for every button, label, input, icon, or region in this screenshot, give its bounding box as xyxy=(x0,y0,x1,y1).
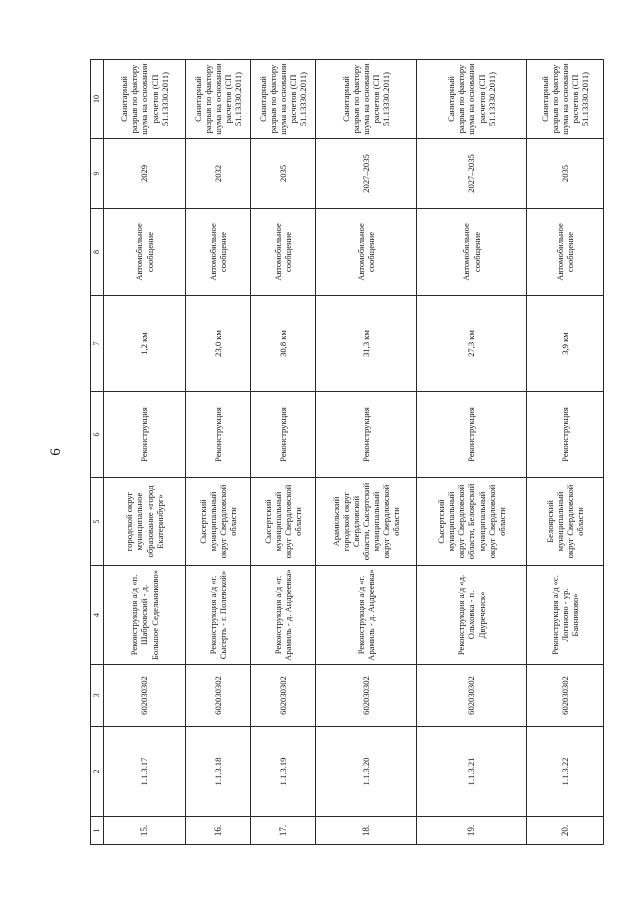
page-number: 6 xyxy=(48,448,64,456)
row-length: 23,0 км xyxy=(186,296,251,392)
header-cell: 10 xyxy=(91,60,104,139)
row-number: 16. xyxy=(186,817,251,845)
row-code: 1.1.3.19 xyxy=(251,727,316,817)
header-cell: 2 xyxy=(91,727,104,817)
row-kbk: 602030302 xyxy=(251,665,316,727)
header-cell: 7 xyxy=(91,296,104,392)
row-year: 2035 xyxy=(251,139,316,209)
row-number: 19. xyxy=(417,817,527,845)
row-note: Санитарный разрыв по фактору шума на основании расчетов (СП 51.13330.2011) xyxy=(251,60,316,139)
row-number: 17. xyxy=(251,817,316,845)
row-kbk: 602030302 xyxy=(417,665,527,727)
row-purpose: Автомобильное сообщение xyxy=(251,209,316,296)
table-row xyxy=(417,60,527,845)
row-length: 27,3 км xyxy=(417,296,527,392)
table-frame xyxy=(90,60,640,837)
row-code: 1.1.3.18 xyxy=(186,727,251,817)
table-row xyxy=(251,60,316,845)
row-number: 18. xyxy=(316,817,417,845)
row-year: 2029 xyxy=(104,139,186,209)
row-length: 30,8 км xyxy=(251,296,316,392)
row-code: 1.1.3.20 xyxy=(316,727,417,817)
row-year: 2032 xyxy=(186,139,251,209)
row-name: Реконструкция а/д «г. Арамиль - д. Андреевка» xyxy=(316,566,417,665)
row-note: Санитарный разрыв по фактору шума на основании расчетов (СП 51.13330.2011) xyxy=(417,60,527,139)
row-type: Реконструкция xyxy=(186,392,251,478)
row-year: 2035 xyxy=(527,139,604,209)
row-kbk: 602030302 xyxy=(316,665,417,727)
row-name: Реконструкция а/д «г. Сысерть - г. Полевской» xyxy=(186,566,251,665)
row-purpose: Автомобильное сообщение xyxy=(417,209,527,296)
row-kbk: 602030302 xyxy=(104,665,186,727)
row-name: Реконструкция а/д «г. Арамиль - д. Андреевка» xyxy=(251,566,316,665)
header-cell: 1 xyxy=(91,817,104,845)
row-territory: Арамильский городской округ Свердловской области, Сысертский муниципальный округ Свердловской области xyxy=(316,478,417,566)
projects-table xyxy=(90,59,604,845)
header-cell: 3 xyxy=(91,665,104,727)
row-type: Реконструкция xyxy=(104,392,186,478)
row-code: 1.1.3.17 xyxy=(104,727,186,817)
row-kbk: 602030302 xyxy=(527,665,604,727)
row-year: 2027–2035 xyxy=(417,139,527,209)
row-territory: Сысертский муниципальный округ Свердловской области xyxy=(251,478,316,566)
rotated-sheet xyxy=(90,60,602,845)
table-row xyxy=(527,60,604,845)
row-type: Реконструкция xyxy=(417,392,527,478)
row-territory: городской округ муниципальное образование «город Екатеринбург» xyxy=(104,478,186,566)
row-code: 1.1.3.21 xyxy=(417,727,527,817)
row-name: Реконструкция а/д «с. Логиново - ур. Банниково» xyxy=(527,566,604,665)
header-cell: 6 xyxy=(91,392,104,478)
row-length: 31,3 км xyxy=(316,296,417,392)
header-cell: 9 xyxy=(91,139,104,209)
row-name: Реконструкция а/д «д. Ольховка - п. Двуреченск» xyxy=(417,566,527,665)
row-number: 20. xyxy=(527,817,604,845)
row-note: Санитарный разрыв по фактору шума на основании расчетов (СП 51.13330.2011) xyxy=(316,60,417,139)
table-row xyxy=(186,60,251,845)
row-note: Санитарный разрыв по фактору шума на основании расчетов (СП 51.13330.2011) xyxy=(186,60,251,139)
header-cell: 4 xyxy=(91,566,104,665)
row-purpose: Автомобильное сообщение xyxy=(186,209,251,296)
row-length: 1,2 км xyxy=(104,296,186,392)
row-note: Санитарный разрыв по фактору шума на основании расчетов (СП 51.13330.2011) xyxy=(527,60,604,139)
header-row xyxy=(91,60,104,845)
row-purpose: Автомобильное сообщение xyxy=(316,209,417,296)
row-code: 1.1.3.22 xyxy=(527,727,604,817)
row-kbk: 602030302 xyxy=(186,665,251,727)
header-cell: 8 xyxy=(91,209,104,296)
row-name: Реконструкция а/д «п. Шабровский - д. Большое Седельниково» xyxy=(104,566,186,665)
row-type: Реконструкция xyxy=(316,392,417,478)
row-territory: Сысертский муниципальный округ Свердловской области xyxy=(186,478,251,566)
row-number: 15. xyxy=(104,817,186,845)
row-purpose: Автомобильное сообщение xyxy=(527,209,604,296)
row-year: 2027–2035 xyxy=(316,139,417,209)
table-row xyxy=(104,60,186,845)
table-row xyxy=(316,60,417,845)
row-type: Реконструкция xyxy=(251,392,316,478)
header-cell: 5 xyxy=(91,478,104,566)
row-purpose: Автомобильное сообщение xyxy=(104,209,186,296)
row-territory: Сысертский муниципальный округ Свердловской области, Белоярский муниципальный округ Свердловской области xyxy=(417,478,527,566)
row-territory: Белоярский муниципальный округ Свердловской области xyxy=(527,478,604,566)
row-type: Реконструкция xyxy=(527,392,604,478)
row-length: 3,9 км xyxy=(527,296,604,392)
row-note: Санитарный разрыв по фактору шума на основании расчетов (СП 51.13330.2011) xyxy=(104,60,186,139)
